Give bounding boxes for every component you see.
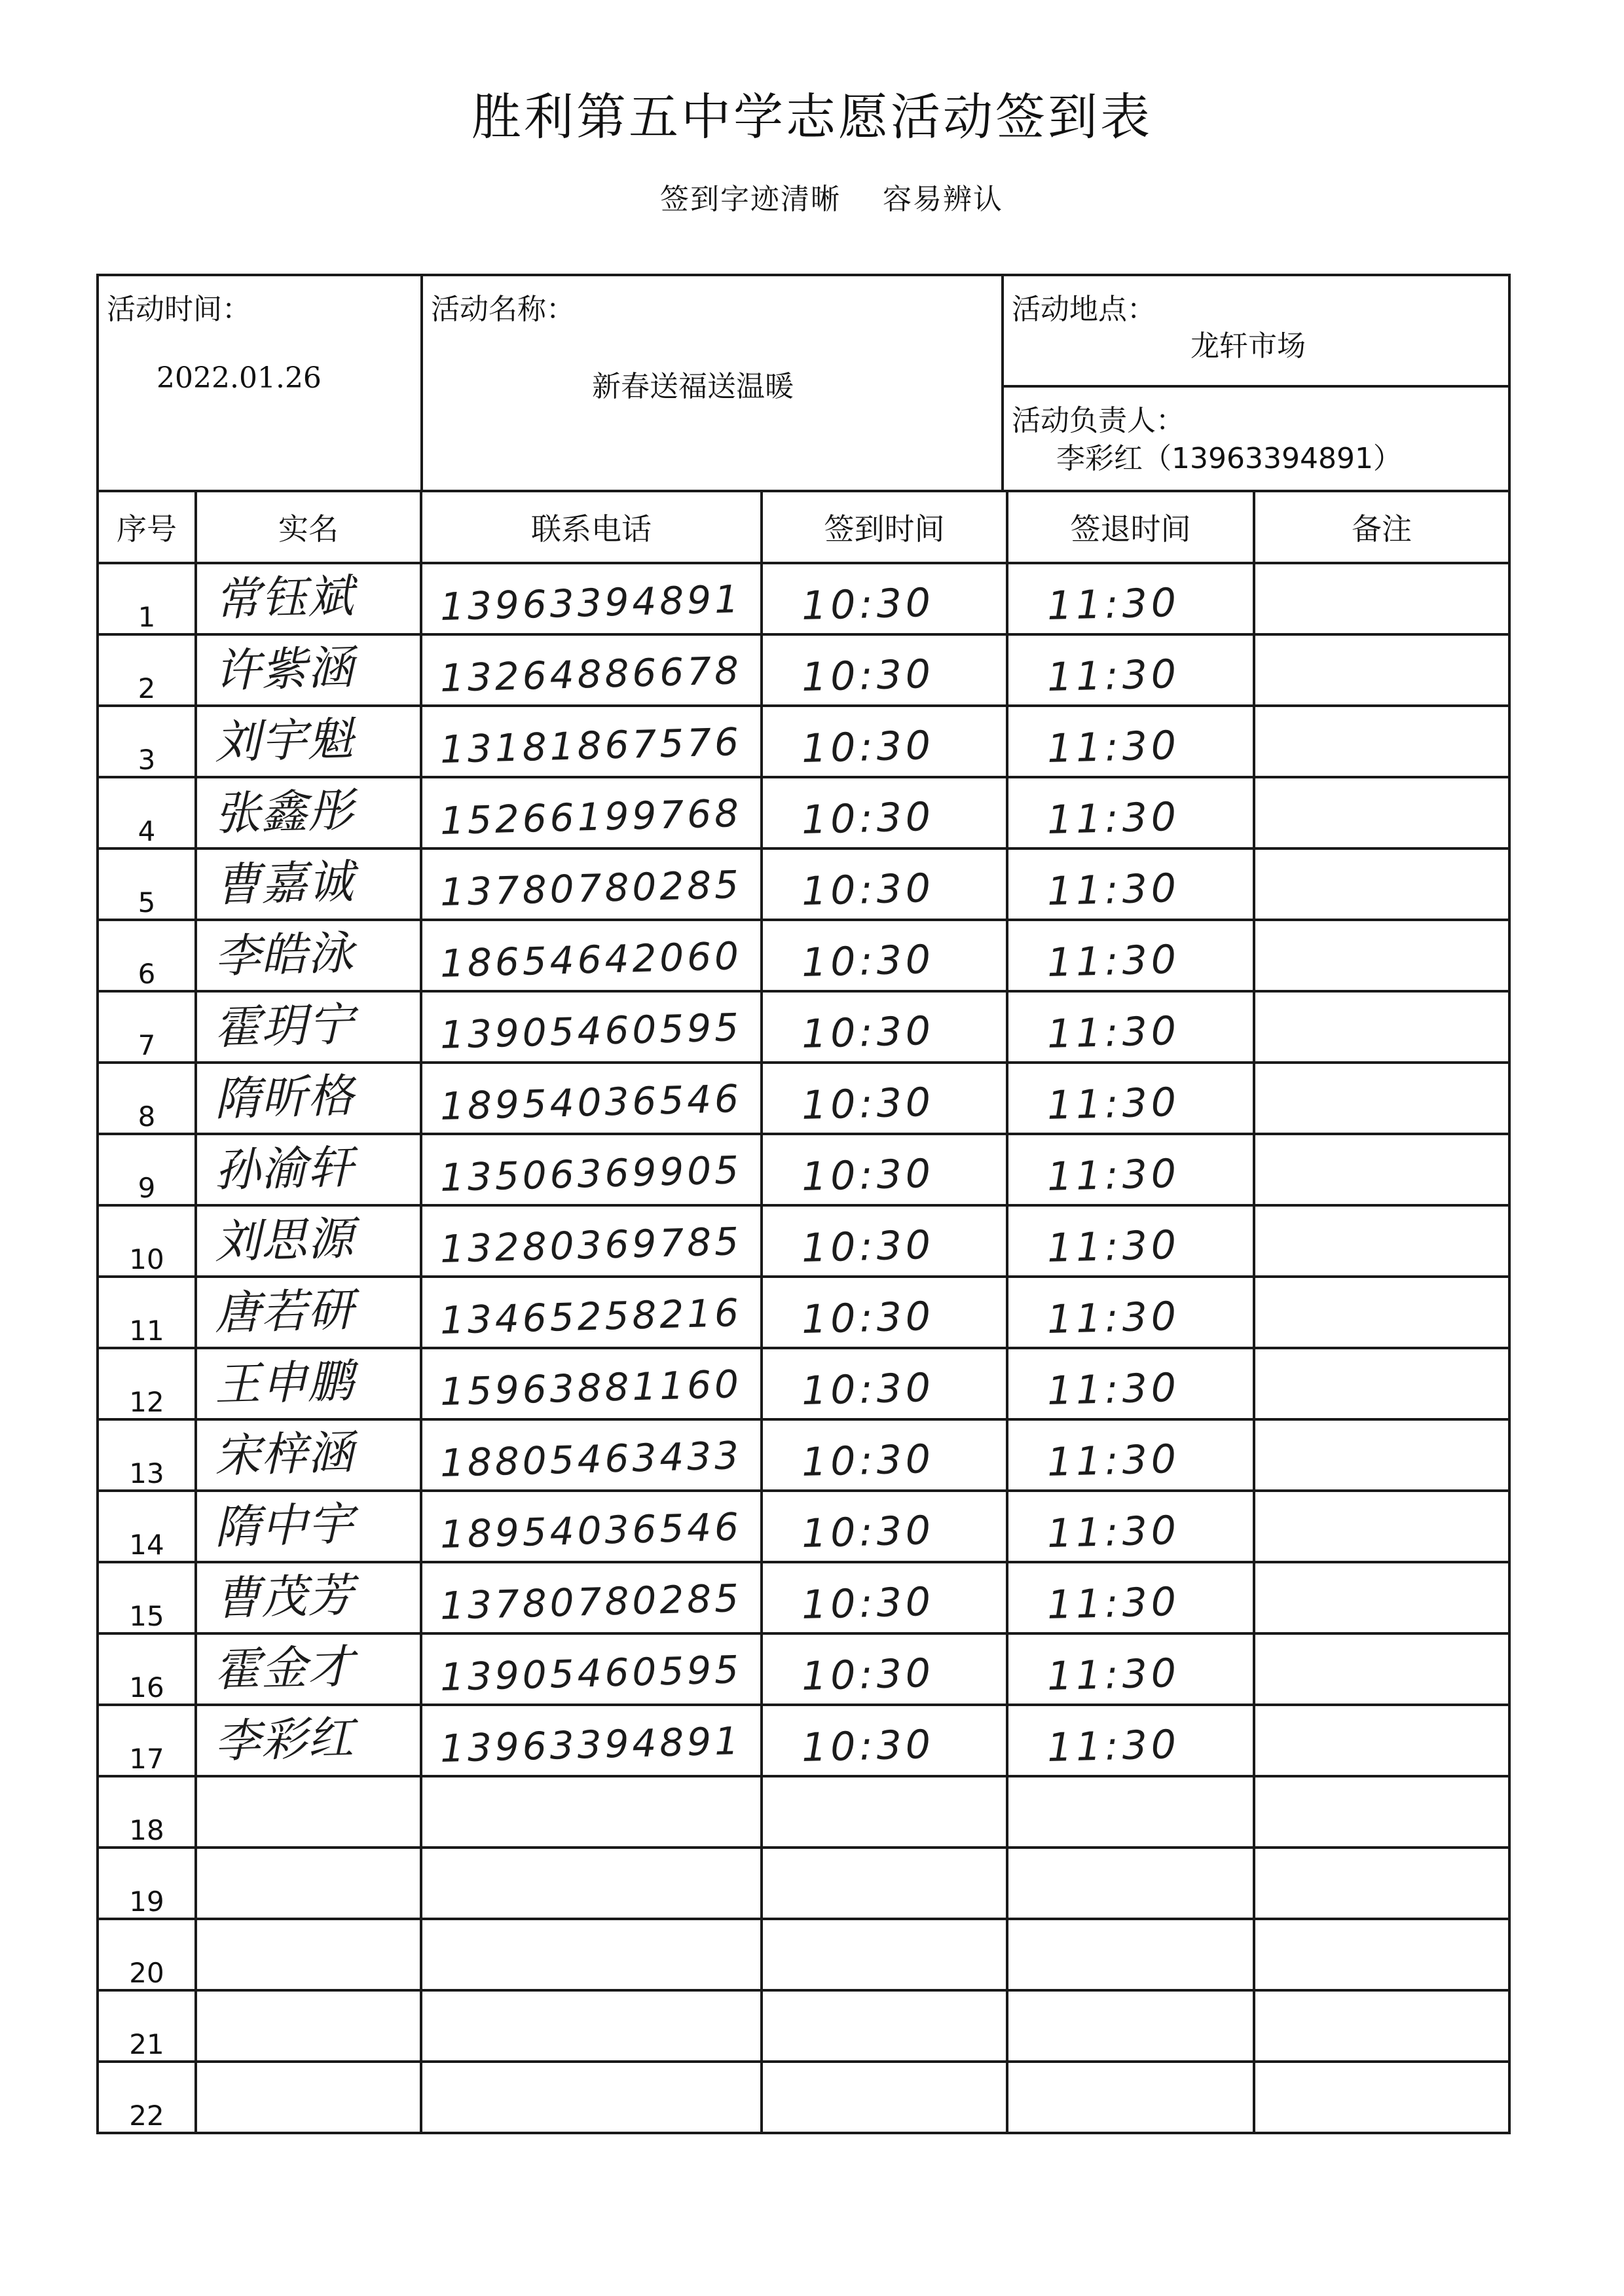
activity-time-cell xyxy=(98,275,422,491)
signin-time-cell xyxy=(762,1134,1007,1205)
signin-time-cell xyxy=(762,848,1007,920)
row-number: 15 xyxy=(98,1562,196,1633)
signout-time-handwriting: 11:30 xyxy=(1046,1008,1181,1057)
row-number: 9 xyxy=(98,1134,196,1205)
name-cell xyxy=(196,706,421,777)
name-cell xyxy=(196,991,421,1063)
phone-cell xyxy=(421,2062,762,2133)
phone-cell xyxy=(421,1848,762,1919)
activity-place-cell xyxy=(1003,275,1509,386)
activity-time-label: 活动时间： xyxy=(107,293,251,326)
name-cell xyxy=(196,777,421,848)
signin-time-cell xyxy=(762,1419,1007,1491)
activity-name-label: 活动名称： xyxy=(431,293,575,326)
phone-cell xyxy=(421,1705,762,1776)
activity-info-table xyxy=(96,274,1511,492)
phone-cell xyxy=(421,1419,762,1491)
phone-handwriting: 13465258216 xyxy=(439,1290,743,1343)
phone-cell xyxy=(421,563,762,634)
phone-cell xyxy=(421,1633,762,1705)
signin-time-handwriting: 10:30 xyxy=(801,865,935,915)
signout-time-cell xyxy=(1007,920,1254,991)
signin-time-cell xyxy=(762,2062,1007,2133)
signout-time-handwriting: 11:30 xyxy=(1046,651,1181,701)
signin-time-handwriting: 10:30 xyxy=(801,1721,935,1771)
name-cell xyxy=(196,1063,421,1134)
phone-handwriting: 13905460595 xyxy=(439,1004,743,1057)
note-cell xyxy=(1254,1705,1509,1776)
name-handwriting: 王申鹏 xyxy=(213,1354,355,1412)
table-row xyxy=(98,991,1509,1063)
row-number: 10 xyxy=(98,1205,196,1277)
header-no: 序号 xyxy=(98,491,196,563)
signin-time-cell xyxy=(762,1990,1007,2062)
phone-handwriting: 18954036546 xyxy=(439,1504,743,1557)
signin-time-handwriting: 10:30 xyxy=(801,936,935,986)
signout-time-cell xyxy=(1007,1491,1254,1562)
table-row xyxy=(98,777,1509,848)
note-cell xyxy=(1254,1063,1509,1134)
phone-handwriting: 15963881160 xyxy=(439,1361,743,1414)
signout-time-cell xyxy=(1007,777,1254,848)
signout-time-handwriting: 11:30 xyxy=(1046,579,1181,629)
name-handwriting: 刘思源 xyxy=(213,1211,355,1269)
table-row xyxy=(98,1348,1509,1419)
table-row xyxy=(98,1491,1509,1562)
signin-time-cell xyxy=(762,1776,1007,1848)
table-row xyxy=(98,1205,1509,1277)
name-handwriting: 李彩红 xyxy=(213,1711,355,1769)
table-row xyxy=(98,1848,1509,1919)
table-row xyxy=(98,1705,1509,1776)
row-number: 18 xyxy=(98,1776,196,1848)
activity-place-value: 龙轩市场 xyxy=(1190,329,1306,363)
note-cell xyxy=(1254,991,1509,1063)
signin-table xyxy=(96,490,1511,2134)
note-cell xyxy=(1254,848,1509,920)
signin-time-cell xyxy=(762,1491,1007,1562)
signin-time-cell xyxy=(762,706,1007,777)
name-handwriting: 曹嘉诚 xyxy=(213,854,355,913)
note-cell xyxy=(1254,1633,1509,1705)
signout-time-cell xyxy=(1007,1705,1254,1776)
signin-time-cell xyxy=(762,991,1007,1063)
signin-time-cell xyxy=(762,634,1007,706)
signout-time-cell xyxy=(1007,1063,1254,1134)
signin-time-cell xyxy=(762,1277,1007,1348)
phone-handwriting: 13963394891 xyxy=(439,576,743,629)
signout-time-cell xyxy=(1007,2062,1254,2133)
activity-name-cell xyxy=(422,275,1003,491)
name-cell xyxy=(196,634,421,706)
row-number: 11 xyxy=(98,1277,196,1348)
header-signin-time: 签到时间 xyxy=(762,491,1007,563)
phone-handwriting: 18805463433 xyxy=(439,1432,743,1485)
signin-time-cell xyxy=(762,1919,1007,1990)
row-number: 20 xyxy=(98,1919,196,1990)
phone-handwriting: 13280369785 xyxy=(439,1218,743,1271)
row-number: 17 xyxy=(98,1705,196,1776)
name-handwriting: 孙渝轩 xyxy=(213,1140,355,1198)
phone-cell xyxy=(421,1562,762,1633)
phone-cell xyxy=(421,991,762,1063)
note-cell xyxy=(1254,563,1509,634)
name-cell xyxy=(196,920,421,991)
name-handwriting: 刘宇魁 xyxy=(213,712,355,770)
signout-time-handwriting: 11:30 xyxy=(1046,793,1181,843)
signout-time-handwriting: 11:30 xyxy=(1046,1150,1181,1200)
phone-cell xyxy=(421,777,762,848)
signout-time-handwriting: 11:30 xyxy=(1046,1364,1181,1414)
note-cell xyxy=(1254,1348,1509,1419)
form-title: 胜利第五中学志愿活动签到表 xyxy=(471,88,1153,146)
row-number: 2 xyxy=(98,634,196,706)
signout-time-handwriting: 11:30 xyxy=(1046,865,1181,915)
name-cell xyxy=(196,1705,421,1776)
signin-time-handwriting: 10:30 xyxy=(801,1364,935,1414)
name-cell xyxy=(196,1562,421,1633)
signout-time-cell xyxy=(1007,848,1254,920)
signin-time-cell xyxy=(762,1705,1007,1776)
phone-cell xyxy=(421,706,762,777)
note-cell xyxy=(1254,706,1509,777)
name-handwriting: 常钰斌 xyxy=(213,569,355,627)
signin-time-cell xyxy=(762,920,1007,991)
phone-handwriting: 18654642060 xyxy=(439,933,743,986)
signout-time-cell xyxy=(1007,1277,1254,1348)
signout-time-handwriting: 11:30 xyxy=(1046,722,1181,772)
table-row xyxy=(98,706,1509,777)
signin-time-cell xyxy=(762,1633,1007,1705)
name-cell xyxy=(196,1491,421,1562)
row-number: 21 xyxy=(98,1990,196,2062)
table-row xyxy=(98,1776,1509,1848)
row-number: 16 xyxy=(98,1633,196,1705)
signout-time-handwriting: 11:30 xyxy=(1046,1578,1181,1628)
row-number: 14 xyxy=(98,1491,196,1562)
name-cell xyxy=(196,1990,421,2062)
phone-cell xyxy=(421,1134,762,1205)
signin-time-handwriting: 10:30 xyxy=(801,1008,935,1057)
phone-cell xyxy=(421,920,762,991)
note-cell xyxy=(1254,1776,1509,1848)
signout-time-cell xyxy=(1007,563,1254,634)
table-row xyxy=(98,1990,1509,2062)
phone-handwriting: 18954036546 xyxy=(439,1076,743,1129)
signin-time-handwriting: 10:30 xyxy=(801,722,935,772)
name-cell xyxy=(196,1348,421,1419)
row-number: 3 xyxy=(98,706,196,777)
note-cell xyxy=(1254,2062,1509,2133)
table-row xyxy=(98,2062,1509,2133)
signout-time-handwriting: 11:30 xyxy=(1046,1436,1181,1485)
phone-handwriting: 15266199768 xyxy=(439,790,743,843)
phone-cell xyxy=(421,1491,762,1562)
note-cell xyxy=(1254,1919,1509,1990)
row-number: 13 xyxy=(98,1419,196,1491)
header-phone: 联系电话 xyxy=(421,491,762,563)
signout-time-cell xyxy=(1007,634,1254,706)
signin-time-cell xyxy=(762,563,1007,634)
signout-time-handwriting: 11:30 xyxy=(1046,1721,1181,1771)
signout-time-cell xyxy=(1007,1848,1254,1919)
signout-time-cell xyxy=(1007,1633,1254,1705)
signin-time-handwriting: 10:30 xyxy=(801,1150,935,1200)
name-handwriting: 曹茂芳 xyxy=(213,1568,355,1626)
row-number: 19 xyxy=(98,1848,196,1919)
activity-leader-label: 活动负责人： xyxy=(1012,404,1185,437)
row-number: 6 xyxy=(98,920,196,991)
signout-time-handwriting: 11:30 xyxy=(1046,1507,1181,1557)
signin-time-handwriting: 10:30 xyxy=(801,1222,935,1271)
name-cell xyxy=(196,1134,421,1205)
name-cell xyxy=(196,1776,421,1848)
activity-name-value: 新春送福送温暖 xyxy=(592,370,794,403)
name-cell xyxy=(196,1919,421,1990)
note-cell xyxy=(1254,777,1509,848)
phone-cell xyxy=(421,1277,762,1348)
phone-cell xyxy=(421,634,762,706)
note-cell xyxy=(1254,1419,1509,1491)
row-number: 12 xyxy=(98,1348,196,1419)
signin-time-handwriting: 10:30 xyxy=(801,1507,935,1557)
name-cell xyxy=(196,848,421,920)
row-number: 5 xyxy=(98,848,196,920)
signin-time-cell xyxy=(762,777,1007,848)
table-row xyxy=(98,563,1509,634)
phone-cell xyxy=(421,1205,762,1277)
signin-time-handwriting: 10:30 xyxy=(801,651,935,701)
phone-handwriting: 13905460595 xyxy=(439,1647,743,1700)
phone-cell xyxy=(421,848,762,920)
table-row xyxy=(98,1419,1509,1491)
header-note: 备注 xyxy=(1254,491,1509,563)
signin-time-handwriting: 10:30 xyxy=(801,1578,935,1628)
note-cell xyxy=(1254,1562,1509,1633)
note-cell xyxy=(1254,1491,1509,1562)
note-cell xyxy=(1254,1848,1509,1919)
table-row xyxy=(98,634,1509,706)
form-subtitle: 签到字迹清晰 容易辨认 xyxy=(660,183,1003,216)
phone-handwriting: 13780780285 xyxy=(439,862,743,915)
table-row xyxy=(98,1277,1509,1348)
activity-leader-value: 李彩红（13963394891） xyxy=(1056,442,1402,475)
name-cell xyxy=(196,1848,421,1919)
name-cell xyxy=(196,563,421,634)
row-number: 7 xyxy=(98,991,196,1063)
signout-time-cell xyxy=(1007,1562,1254,1633)
note-cell xyxy=(1254,1277,1509,1348)
name-cell xyxy=(196,1277,421,1348)
name-handwriting: 李皓泳 xyxy=(213,926,355,984)
signin-time-handwriting: 10:30 xyxy=(801,1650,935,1700)
name-handwriting: 隋中宇 xyxy=(213,1497,355,1555)
signin-time-cell xyxy=(762,1348,1007,1419)
signin-time-handwriting: 10:30 xyxy=(801,1293,935,1343)
phone-handwriting: 13506369905 xyxy=(439,1147,743,1200)
signout-time-cell xyxy=(1007,1348,1254,1419)
row-number: 22 xyxy=(98,2062,196,2133)
table-row xyxy=(98,1633,1509,1705)
table-row xyxy=(98,1562,1509,1633)
row-number: 4 xyxy=(98,777,196,848)
signout-time-handwriting: 11:30 xyxy=(1046,1222,1181,1271)
signout-time-handwriting: 11:30 xyxy=(1046,1293,1181,1343)
signout-time-handwriting: 11:30 xyxy=(1046,1079,1181,1129)
signout-time-cell xyxy=(1007,1205,1254,1277)
row-number: 1 xyxy=(98,563,196,634)
table-row xyxy=(98,1919,1509,1990)
phone-handwriting: 13780780285 xyxy=(439,1575,743,1628)
signin-time-cell xyxy=(762,1562,1007,1633)
phone-handwriting: 13264886678 xyxy=(439,647,743,701)
note-cell xyxy=(1254,920,1509,991)
name-cell xyxy=(196,2062,421,2133)
name-handwriting: 霍玥宁 xyxy=(213,997,355,1055)
signin-time-handwriting: 10:30 xyxy=(801,1436,935,1485)
name-handwriting: 宋梓涵 xyxy=(213,1425,355,1484)
row-number: 8 xyxy=(98,1063,196,1134)
name-cell xyxy=(196,1205,421,1277)
signout-time-cell xyxy=(1007,1419,1254,1491)
name-handwriting: 张鑫彤 xyxy=(213,783,355,841)
table-row xyxy=(98,848,1509,920)
activity-time-value: 2022.01.26 xyxy=(157,361,322,395)
name-cell xyxy=(196,1419,421,1491)
name-cell xyxy=(196,1633,421,1705)
phone-cell xyxy=(421,1990,762,2062)
activity-leader-cell xyxy=(1003,386,1509,491)
signin-time-handwriting: 10:30 xyxy=(801,1079,935,1129)
phone-handwriting: 13963394891 xyxy=(439,1718,743,1771)
signout-time-handwriting: 11:30 xyxy=(1046,936,1181,986)
phone-handwriting: 13181867576 xyxy=(439,719,743,772)
signin-time-cell xyxy=(762,1063,1007,1134)
signin-time-cell xyxy=(762,1848,1007,1919)
header-signout-time: 签退时间 xyxy=(1007,491,1254,563)
signout-time-cell xyxy=(1007,1776,1254,1848)
signout-time-cell xyxy=(1007,1919,1254,1990)
note-cell xyxy=(1254,1990,1509,2062)
signout-time-handwriting: 11:30 xyxy=(1046,1650,1181,1700)
table-row xyxy=(98,920,1509,991)
signin-time-handwriting: 10:30 xyxy=(801,579,935,629)
signout-time-cell xyxy=(1007,706,1254,777)
signin-table-header xyxy=(98,491,1509,563)
name-handwriting: 霍金才 xyxy=(213,1639,355,1698)
note-cell xyxy=(1254,1205,1509,1277)
signout-time-cell xyxy=(1007,1134,1254,1205)
table-row xyxy=(98,1134,1509,1205)
signout-time-cell xyxy=(1007,991,1254,1063)
name-handwriting: 许紫涵 xyxy=(213,640,355,699)
activity-place-label: 活动地点： xyxy=(1012,293,1156,326)
phone-cell xyxy=(421,1063,762,1134)
signin-time-handwriting: 10:30 xyxy=(801,793,935,843)
phone-cell xyxy=(421,1348,762,1419)
phone-cell xyxy=(421,1919,762,1990)
signin-time-cell xyxy=(762,1205,1007,1277)
name-handwriting: 隋昕格 xyxy=(213,1068,355,1127)
signout-time-cell xyxy=(1007,1990,1254,2062)
note-cell xyxy=(1254,1134,1509,1205)
phone-cell xyxy=(421,1776,762,1848)
name-handwriting: 唐若研 xyxy=(213,1283,355,1341)
header-name: 实名 xyxy=(196,491,421,563)
table-row xyxy=(98,1063,1509,1134)
note-cell xyxy=(1254,634,1509,706)
